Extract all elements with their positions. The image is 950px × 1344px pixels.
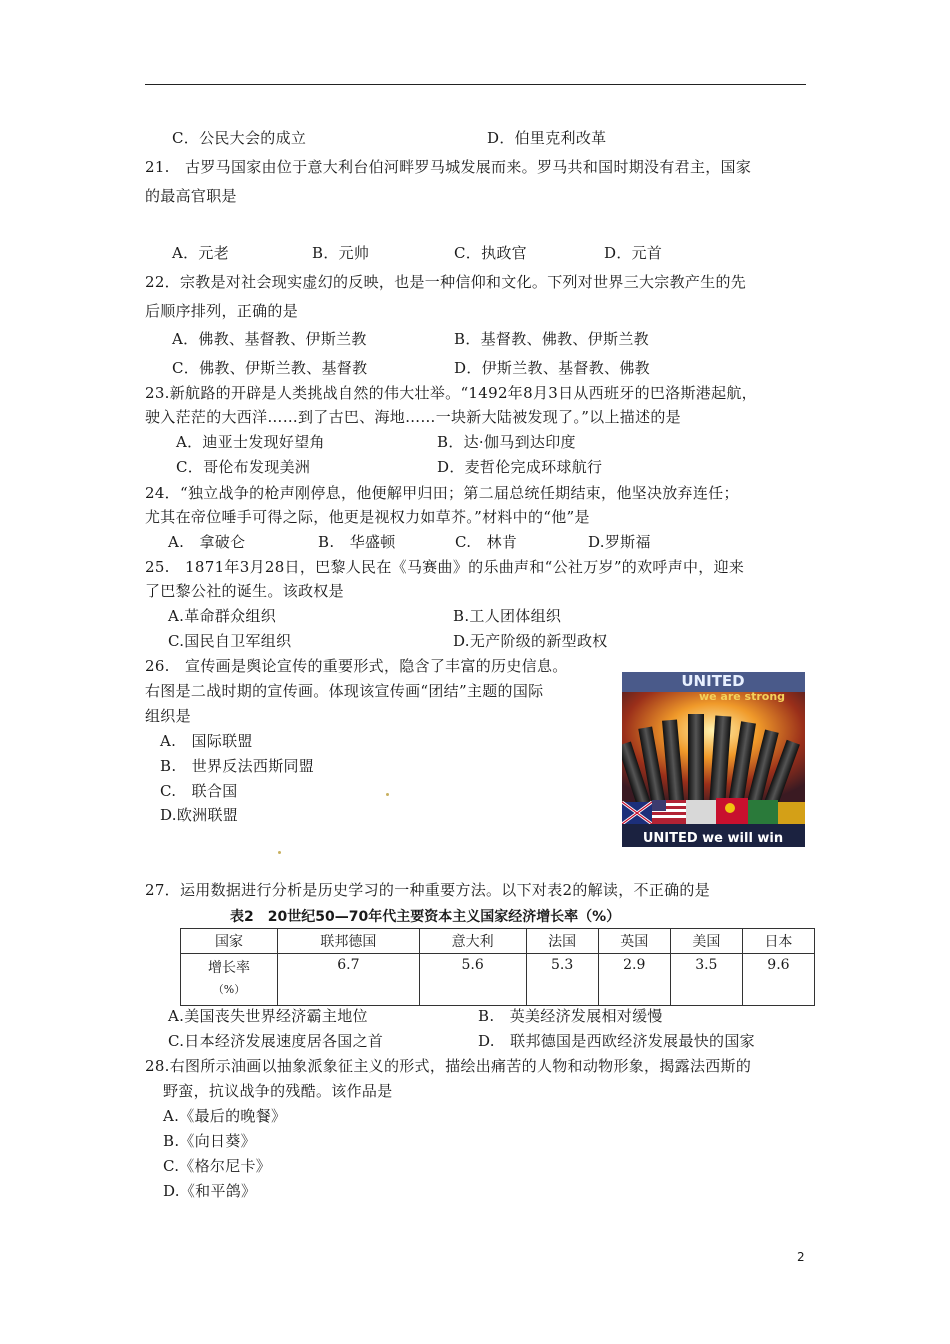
q26-stem-line3: 组织是 (145, 707, 191, 725)
poster-title: UNITED (681, 672, 745, 690)
q22-option-c: C．佛教、伊斯兰教、基督教 (172, 359, 368, 377)
q21-stem-line1: 21. 古罗马国家由位于意大利台伯河畔罗马城发展而来。罗马共和国时期没有君主，国家 (145, 158, 752, 176)
q24-option-c: C. 林肯 (455, 533, 518, 551)
q21-stem-line2: 的最高官职是 (145, 187, 237, 205)
table-header-label: 国家 (181, 929, 278, 954)
table-cell: 5.6 (419, 954, 526, 1006)
table-cell: 5.3 (526, 954, 598, 1006)
table-row-label: 增长率 (208, 960, 250, 976)
q28-option-b: B.《向日葵》 (163, 1132, 256, 1150)
q21-option-c: C．执政官 (454, 244, 527, 262)
q25-option-d: D.无产阶级的新型政权 (453, 632, 608, 650)
q27-stem: 27．运用数据进行分析是历史学习的一种重要方法。以下对表2的解读，不正确的是 (145, 881, 711, 899)
q28-option-c: C.《格尔尼卡》 (163, 1157, 272, 1175)
q23-option-b: B．达·伽马到达印度 (437, 433, 576, 451)
q25-option-b: B.工人团体组织 (453, 607, 562, 625)
speck-mark (386, 793, 389, 796)
q28-stem-line1: 28.右图所示油画以抽象派象征主义的形式，描绘出痛苦的人物和动物形象，揭露法西斯的 (145, 1057, 752, 1075)
table-cell: 3.5 (670, 954, 742, 1006)
page-number: 2 (797, 1250, 805, 1264)
q22-stem-line2: 后顺序排列，正确的是 (145, 302, 299, 320)
table-header-row (181, 929, 815, 954)
q26-option-d: D.欧洲联盟 (160, 806, 239, 824)
speck-mark (278, 851, 281, 854)
q27-option-b: B. 英美经济发展相对缓慢 (478, 1007, 663, 1025)
q22-option-b: B．基督教、佛教、伊斯兰教 (454, 330, 649, 348)
q24-option-b: B. 华盛顿 (318, 533, 396, 551)
table-row-unit: （%） (212, 983, 246, 996)
q25-option-c: C.国民自卫军组织 (168, 632, 292, 650)
poster-subtitle: we are strong (698, 690, 786, 703)
q24-option-a: A. 拿破仑 (168, 533, 246, 551)
q26-stem-line2: 右图是二战时期的宣传画。体现该宣传画“团结”主题的国际 (145, 682, 544, 700)
table-header-cell: 日本 (742, 929, 814, 954)
q28-option-d: D.《和平鸽》 (163, 1182, 257, 1200)
table-header-cell: 联邦德国 (278, 929, 420, 954)
q23-stem-line1: 23.新航路的开辟是人类挑战自然的伟大壮举。“1492年8月3日从西班牙的巴洛斯港起航， (145, 384, 757, 402)
q25-stem-line2: 了巴黎公社的诞生。该政权是 (145, 582, 344, 600)
wwii-united-poster (622, 672, 805, 847)
q20-option-d: D．伯里克利改革 (487, 129, 607, 147)
q21-option-d: D．元首 (604, 244, 663, 262)
q26-option-c: C. 联合国 (160, 782, 238, 800)
q22-option-a: A．佛教、基督教、伊斯兰教 (172, 330, 367, 348)
table-caption: 表2 20世纪50—70年代主要资本主义国家经济增长率（%） (230, 909, 621, 925)
table-row-label-cell (181, 954, 278, 1006)
table-cell: 2.9 (598, 954, 670, 1006)
q21-option-b: B．元帅 (312, 244, 370, 262)
q28-option-a: A.《最后的晚餐》 (163, 1107, 287, 1125)
growth-rate-table (180, 928, 815, 1006)
q22-option-d: D．伊斯兰教、基督教、佛教 (454, 359, 650, 377)
q25-stem-line1: 25. 1871年3月28日，巴黎人民在《马赛曲》的乐曲声和“公社万岁”的欢呼声中，迎来 (145, 558, 745, 576)
table-header-cell: 英国 (598, 929, 670, 954)
q27-option-d: D. 联邦德国是西欧经济发展最快的国家 (478, 1032, 755, 1050)
q25-option-a: A.革命群众组织 (168, 607, 277, 625)
table-cell: 6.7 (278, 954, 420, 1006)
q23-option-a: A．迪亚士发现好望角 (176, 433, 325, 451)
q23-option-d: D．麦哲伦完成环球航行 (437, 458, 603, 476)
q26-option-b: B. 世界反法西斯同盟 (160, 757, 315, 775)
q28-stem-line2: 野蛮，抗议战争的残酷。该作品是 (163, 1082, 393, 1100)
q26-stem-line1: 26. 宣传画是舆论宣传的重要形式，隐含了丰富的历史信息。 (145, 657, 568, 675)
q27-option-c: C.日本经济发展速度居各国之首 (168, 1032, 384, 1050)
table-header-cell: 美国 (670, 929, 742, 954)
table-header-cell: 法国 (526, 929, 598, 954)
q23-option-c: C．哥伦布发现美洲 (176, 458, 311, 476)
q23-stem-line2: 驶入茫茫的大西洋……到了古巴、海地……一块新大陆被发现了。”以上描述的是 (145, 408, 681, 426)
header-rule (145, 84, 806, 85)
q22-stem-line1: 22．宗教是对社会现实虚幻的反映，也是一种信仰和文化。下列对世界三大宗教产生的先 (145, 273, 747, 291)
q24-stem-line1: 24．“独立战争的枪声刚停息，他便解甲归田；第二届总统任期结束，他坚决放弃连任； (145, 484, 739, 502)
q27-option-a: A.美国丧失世界经济霸主地位 (168, 1007, 368, 1025)
table-cell: 9.6 (742, 954, 814, 1006)
q24-option-d: D.罗斯福 (588, 533, 651, 551)
q26-option-a: A. 国际联盟 (160, 732, 253, 750)
table-header-cell: 意大利 (419, 929, 526, 954)
q21-option-a: A．元老 (172, 244, 230, 262)
poster-bottom-slogan: UNITED we will win (642, 831, 784, 846)
q24-stem-line2: 尤其在帝位唾手可得之际，他更是视权力如草芥。”材料中的“他”是 (145, 508, 590, 526)
q20-option-c: C．公民大会的成立 (172, 129, 307, 147)
table-row (181, 954, 815, 1006)
